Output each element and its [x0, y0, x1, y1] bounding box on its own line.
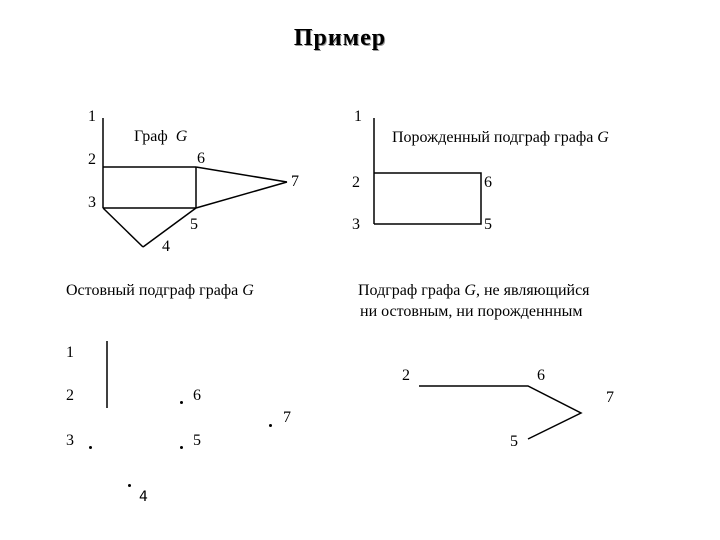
g-label-3: 3 [88, 194, 96, 211]
spanning-label-1: 1 [66, 344, 74, 361]
g-label-2: 2 [88, 151, 96, 168]
spanning-node-3-dot [89, 446, 92, 449]
slide-title: Пример [293, 25, 387, 51]
spanning-label-6: 6 [193, 387, 201, 404]
g-label-4: 4 [162, 238, 170, 255]
g-edge-5-7 [196, 182, 287, 208]
g-edge-3-4 [103, 208, 143, 247]
induced-caption: Порожденный подграф графа G [392, 129, 609, 146]
g-label-1: 1 [88, 108, 96, 125]
g-caption: Граф G [134, 128, 188, 145]
other-label-6: 6 [537, 367, 545, 384]
spanning-node-6-dot [180, 401, 183, 404]
induced-label-6: 6 [484, 174, 492, 191]
spanning-node-4-dot [128, 484, 131, 487]
induced-rect [374, 173, 481, 224]
induced-label-1: 1 [354, 108, 362, 125]
other-caption-line2: ни остовным, ни порожденнным [360, 303, 583, 320]
g-edge-6-7 [196, 167, 287, 182]
induced-label-5: 5 [484, 216, 492, 233]
spanning-node-5-dot [180, 446, 183, 449]
g-label-7: 7 [291, 173, 299, 190]
induced-label-3: 3 [352, 216, 360, 233]
spanning-label-2: 2 [66, 387, 74, 404]
spanning-label-5: 5 [193, 432, 201, 449]
spanning-label-7: 7 [283, 409, 291, 426]
spanning-caption: Остовный подграф графа G [66, 282, 254, 299]
g-label-5: 5 [190, 216, 198, 233]
g-label-6: 6 [197, 150, 205, 167]
other-label-2: 2 [402, 367, 410, 384]
other-label-7: 7 [606, 389, 614, 406]
spanning-label-3: 3 [66, 432, 74, 449]
spanning-label-4: 4 [139, 489, 148, 505]
other-path [419, 386, 581, 439]
other-label-5: 5 [510, 433, 518, 450]
induced-label-2: 2 [352, 174, 360, 191]
other-caption-line1: Подграф графа G, не являющийся [358, 282, 590, 299]
spanning-node-7-dot [269, 424, 272, 427]
